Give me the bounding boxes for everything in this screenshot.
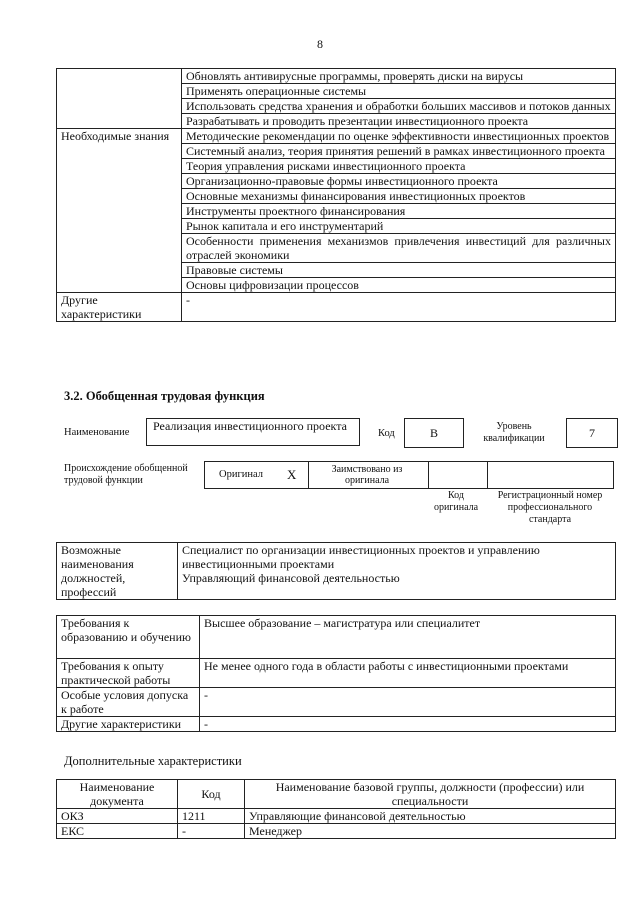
section-heading: 3.2. Обобщенная трудовая функция bbox=[64, 389, 265, 403]
borrowed-label: Заимствовано из оригинала bbox=[331, 464, 403, 486]
requirement-label: Требования к образованию и обучению bbox=[57, 616, 200, 659]
action-item: Разрабатывать и проводить презентации инвестиционного проекта bbox=[182, 114, 616, 129]
additional-heading: Дополнительные характеристики bbox=[64, 754, 242, 768]
level-label: Уровень квалификации bbox=[483, 421, 545, 444]
reg-number-label: Регистрационный номер профессионального стандарта bbox=[497, 490, 603, 525]
requirement-label: Требования к опыту практической работы bbox=[57, 659, 200, 688]
knowledge-item: Особенности применения механизмов привлечения инвестиций для различных отраслей экономики bbox=[182, 234, 616, 263]
table-row bbox=[57, 824, 616, 839]
table-header: Наименование документа bbox=[57, 780, 178, 809]
competence-table bbox=[56, 68, 616, 322]
knowledge-item: Методические рекомендации по оценке эффективности инвестиционных проектов bbox=[182, 129, 616, 144]
code-original-label: Код оригинала bbox=[433, 490, 479, 513]
requirement-value: Высшее образование – магистратура или специалитет bbox=[200, 616, 616, 659]
page-number: 8 bbox=[317, 37, 323, 51]
code-label: Код bbox=[378, 428, 395, 439]
action-item: Использовать средства хранения и обработки больших массивов и потоков данных bbox=[182, 99, 616, 114]
name-label: Наименование bbox=[64, 427, 130, 438]
knowledge-item: Основные механизмы финансирования инвестиционных проектов bbox=[182, 189, 616, 204]
requirement-value: - bbox=[200, 717, 616, 732]
position-item: Управляющий финансовой деятельностью bbox=[182, 571, 400, 585]
knowledge-label: Необходимые знания bbox=[57, 129, 182, 293]
function-name-value: Реализация инвестиционного проекта bbox=[146, 418, 360, 446]
additional-table bbox=[56, 779, 616, 839]
origin-box bbox=[204, 461, 614, 489]
positions-table bbox=[56, 542, 616, 600]
positions-label: Возможные наименования должностей, профессий bbox=[57, 543, 178, 600]
position-item: Специалист по организации инвестиционных проектов и управлению инвестиционными проектами bbox=[182, 543, 540, 571]
requirement-label: Особые условия допуска к работе bbox=[57, 688, 200, 717]
knowledge-item: Системный анализ, теория принятия решений в рамках инвестиционного проекта bbox=[182, 144, 616, 159]
action-item: Обновлять антивирусные программы, проверять диски на вирусы bbox=[182, 69, 616, 84]
divider bbox=[308, 462, 309, 488]
divider bbox=[428, 462, 429, 488]
table-cell: Управляющие финансовой деятельностью bbox=[245, 809, 616, 824]
code-value: B bbox=[404, 418, 464, 448]
knowledge-item: Теория управления рисками инвестиционного проекта bbox=[182, 159, 616, 174]
other-label: Другие характеристики bbox=[57, 293, 182, 322]
requirements-table bbox=[56, 615, 616, 732]
level-value: 7 bbox=[566, 418, 618, 448]
table-cell: ЕКС bbox=[57, 824, 178, 839]
knowledge-item: Основы цифровизации процессов bbox=[182, 278, 616, 293]
knowledge-item: Инструменты проектного финансирования bbox=[182, 204, 616, 219]
origin-label: Происхождение обобщенной трудовой функции bbox=[64, 463, 188, 486]
knowledge-item: Правовые системы bbox=[182, 263, 616, 278]
table-cell: Менеджер bbox=[245, 824, 616, 839]
table-header: Наименование базовой группы, должности (профессии) или специальности bbox=[245, 780, 616, 809]
knowledge-item: Рынок капитала и его инструментарий bbox=[182, 219, 616, 234]
table-cell: - bbox=[178, 824, 245, 839]
requirement-label: Другие характеристики bbox=[57, 717, 200, 732]
original-mark: X bbox=[287, 467, 297, 482]
table-cell: 1211 bbox=[178, 809, 245, 824]
table-cell: ОКЗ bbox=[57, 809, 178, 824]
other-value: - bbox=[182, 293, 616, 322]
requirement-value: - bbox=[200, 688, 616, 717]
knowledge-item: Организационно-правовые формы инвестиционного проекта bbox=[182, 174, 616, 189]
action-item: Применять операционные системы bbox=[182, 84, 616, 99]
divider bbox=[487, 462, 488, 488]
table-row bbox=[57, 809, 616, 824]
actions-label-cell bbox=[57, 69, 182, 129]
original-label: Оригинал bbox=[219, 469, 263, 480]
requirement-value: Не менее одного года в области работы с инвестиционными проектами bbox=[200, 659, 616, 688]
table-header: Код bbox=[178, 780, 245, 809]
